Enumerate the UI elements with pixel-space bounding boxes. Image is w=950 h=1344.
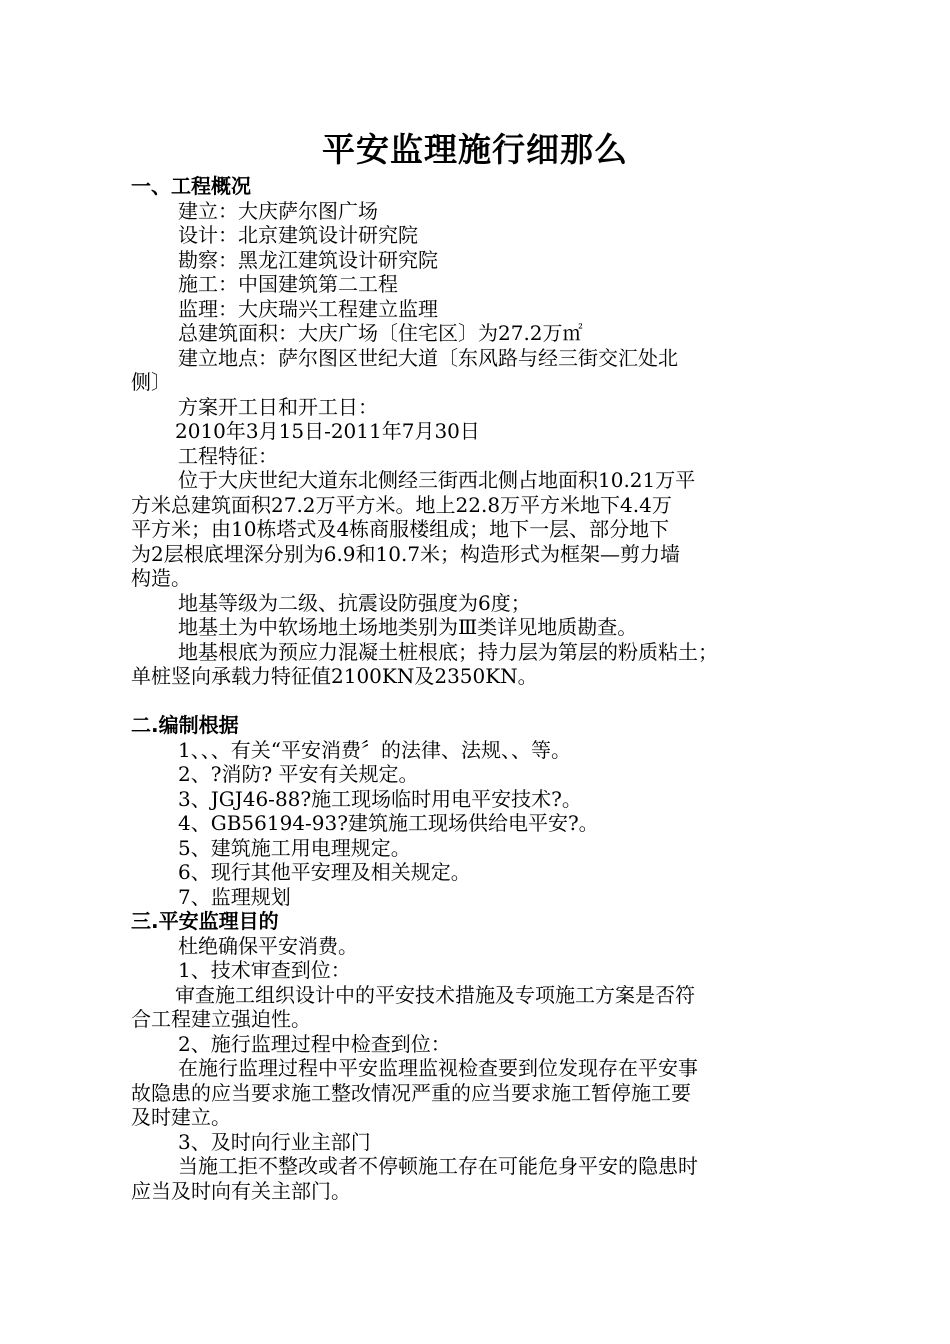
paragraph-line: 应当及时向有关主部门。 (131, 1178, 351, 1203)
paragraph-line: 3、及时向行业主部门 (178, 1129, 371, 1154)
paragraph-line: 当施工拒不整改或者不停顿施工存在可能危身平安的隐患时 (178, 1154, 698, 1178)
section-heading-overview: 一、工程概况 (131, 174, 251, 198)
paragraph-line: 2、施行监理过程中检查到位： (178, 1031, 451, 1056)
paragraph-line: 地基土为中软场地土场地类别为Ⅲ类详见地质勘查。 (178, 615, 638, 639)
paragraph-line: 总建筑面积：大庆广场〔住宅区〕为27.2万㎡ (178, 321, 583, 345)
list-item: 3、JGJ46-88?施工现场临时用电平安技术?。 (178, 786, 582, 811)
list-item: 6、现行其他平安理及相关规定。 (178, 860, 471, 884)
paragraph-line: 杜绝确保平安消费。 (178, 933, 358, 958)
paragraph-line: 平方米；由10栋塔式及4栋商服楼组成；地下一层、部分地下 (131, 517, 670, 541)
list-item: 2、?消防? 平安有关规定。 (178, 762, 419, 786)
paragraph-line: 建立：大庆萨尔图广场 (178, 198, 378, 223)
list-item: 5、建筑施工用电理规定。 (178, 835, 411, 860)
paragraph-line: 位于大庆世纪大道东北侧经三街西北侧占地面积10.21万平 (178, 468, 696, 492)
paragraph-line: 方案开工日和开工日： (178, 394, 378, 419)
list-item: 4、GB56194-93?建筑施工现场供给电平安?。 (178, 811, 599, 835)
paragraph-line: 地基等级为二级、抗震设防强度为6度； (178, 590, 531, 615)
paragraph-line: 2010年3月15日-2011年7月30日 (175, 419, 480, 443)
paragraph-line: 单桩竖向承载力特征值2100KN及2350KN。 (131, 664, 538, 688)
paragraph-line: 故隐患的应当要求施工整改情况严重的应当要求施工暂停施工要 (131, 1080, 691, 1105)
list-item: 7、监理规划 (178, 884, 291, 909)
paragraph-line: 及时建立。 (131, 1105, 231, 1129)
paragraph-line: 地基根底为预应力混凝土桩根底；持力层为第层的粉质粘土； (178, 639, 718, 664)
section-heading-objectives: 三.平安监理目的 (131, 909, 279, 933)
paragraph-line: 构造。 (131, 566, 191, 590)
paragraph-line: 合工程建立强迫性。 (131, 1007, 311, 1031)
list-item: 1、、、有关“平安消费〞的法律、法规、、等。 (178, 737, 571, 762)
paragraph-line: 为2层根底埋深分别为6.9和10.7米；构造形式为框架—剪力墙 (131, 541, 681, 566)
paragraph-line: 侧〕 (131, 370, 171, 394)
document-body (131, 174, 821, 1203)
paragraph-line: 建立地点：萨尔图区世纪大道〔东风路与经三街交汇处北 (178, 345, 678, 370)
section-heading-basis: 二.编制根据 (131, 713, 239, 737)
paragraph-line: 审查施工组织设计中的平安技术措施及专项施工方案是否符 (175, 982, 695, 1007)
paragraph-line: 1、技术审查到位： (178, 958, 351, 982)
paragraph-line: 监理：大庆瑞兴工程建立监理 (178, 296, 438, 321)
paragraph-line: 工程特征： (178, 443, 278, 468)
paragraph-line: 勘察：黑龙江建筑设计研究院 (178, 247, 438, 272)
paragraph-line: 施工：中国建筑第二工程 (178, 272, 398, 296)
paragraph-line: 设计：北京建筑设计研究院 (178, 223, 418, 247)
spacer (131, 689, 821, 714)
paragraph-line: 在施行监理过程中平安监理监视检查要到位发现存在平安事 (178, 1056, 698, 1080)
page-title: 平安监理施行细那么 (322, 130, 628, 169)
paragraph-line: 方米总建筑面积27.2万平方米。地上22.8万平方米地下4.4万 (131, 492, 672, 517)
